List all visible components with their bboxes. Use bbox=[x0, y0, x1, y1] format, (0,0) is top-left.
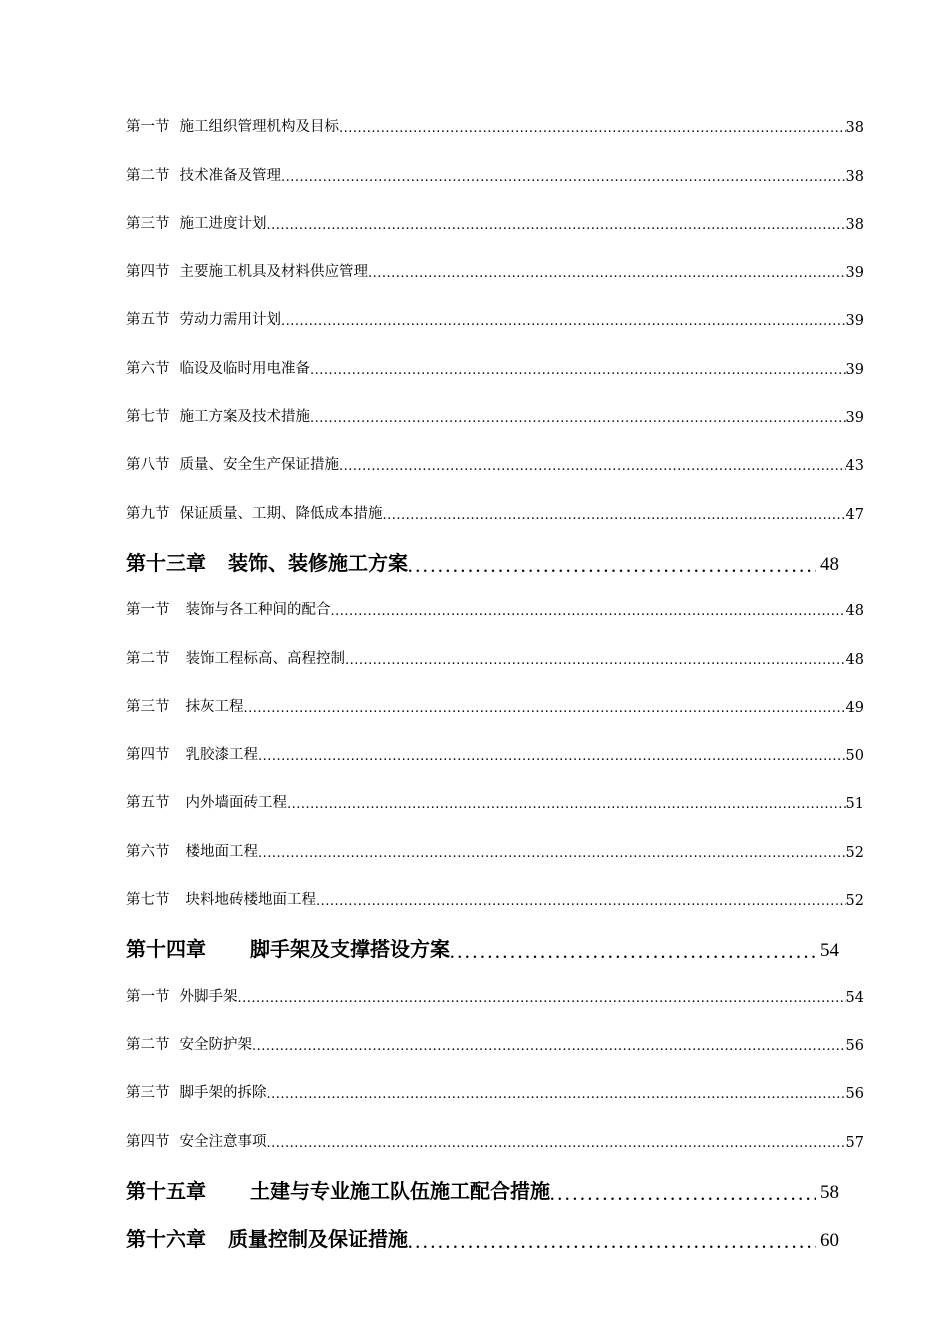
toc-entry-number: 第七节 bbox=[126, 409, 170, 426]
toc-entry-title: 施工进度计划 bbox=[179, 215, 267, 232]
toc-entry-label bbox=[126, 647, 345, 681]
toc-dot-leader bbox=[267, 1087, 846, 1115]
toc-entry-page: 56 bbox=[845, 1086, 864, 1103]
toc-entry-number: 第一节 bbox=[126, 988, 170, 1005]
toc-entry-section[interactable] bbox=[126, 391, 864, 439]
toc-entry-section[interactable] bbox=[126, 1067, 864, 1115]
toc-entry-page: 39 bbox=[845, 410, 864, 427]
toc-entry-section[interactable] bbox=[126, 439, 864, 487]
toc-entry-title: 主要施工机具及材料供应管理 bbox=[179, 264, 368, 281]
toc-entry-section[interactable] bbox=[126, 874, 864, 922]
toc-dot-leader bbox=[383, 508, 846, 536]
toc-entry-section[interactable] bbox=[126, 1019, 864, 1067]
toc-entry-label bbox=[126, 743, 258, 777]
toc-entry-chapter[interactable] bbox=[126, 1212, 864, 1260]
toc-entry-page: 50 bbox=[845, 748, 864, 765]
toc-entry-page: 60 bbox=[820, 1230, 839, 1252]
toc-entry-number: 第二节 bbox=[126, 650, 170, 667]
toc-entry-number: 第九节 bbox=[126, 505, 170, 522]
toc-dot-leader bbox=[310, 411, 846, 439]
toc-entry-page: 39 bbox=[845, 313, 864, 330]
toc-entry-number: 第十三章 bbox=[126, 550, 206, 575]
toc-entry-label bbox=[126, 1175, 550, 1212]
toc-entry-number: 第四节 bbox=[126, 264, 170, 281]
toc-dot-leader bbox=[408, 561, 816, 584]
toc-entry-page: 38 bbox=[845, 120, 864, 137]
toc-dot-leader bbox=[267, 218, 846, 246]
toc-entry-title: 安全防护架 bbox=[179, 1036, 252, 1053]
toc-dot-leader bbox=[252, 1039, 846, 1067]
toc-dot-leader bbox=[345, 653, 846, 681]
toc-entry-number: 第三节 bbox=[126, 215, 170, 232]
toc-entry-title: 施工组织管理机构及目标 bbox=[179, 119, 339, 136]
toc-entry-label bbox=[126, 888, 316, 922]
toc-entry-number: 第十四章 bbox=[126, 937, 206, 962]
toc-entry-label bbox=[126, 164, 281, 198]
toc-dot-leader bbox=[450, 947, 816, 970]
toc-entry-label bbox=[126, 453, 339, 487]
toc-entry-label bbox=[126, 260, 368, 294]
toc-entry-page: 58 bbox=[820, 1181, 839, 1203]
toc-entry-section[interactable] bbox=[126, 825, 864, 873]
toc-entry-title: 抹灰工程 bbox=[185, 698, 244, 715]
toc-dot-leader bbox=[281, 314, 846, 342]
toc-entry-title: 劳动力需用计划 bbox=[179, 312, 281, 329]
toc-dot-leader bbox=[339, 121, 846, 149]
toc-entry-page: 54 bbox=[845, 989, 864, 1006]
toc-entry-label bbox=[126, 695, 244, 729]
toc-entry-section[interactable] bbox=[126, 198, 864, 246]
toc-dot-leader bbox=[281, 170, 846, 198]
toc-entry-number: 第三节 bbox=[126, 1085, 170, 1102]
toc-dot-leader bbox=[368, 266, 846, 294]
toc-entry-chapter[interactable] bbox=[126, 1164, 864, 1212]
toc-entry-title: 安全注意事项 bbox=[179, 1133, 267, 1150]
toc-entry-label bbox=[126, 212, 267, 246]
toc-entry-section[interactable] bbox=[126, 632, 864, 680]
toc-entry-title: 脚手架及支撑搭设方案 bbox=[250, 937, 450, 962]
toc-entry-chapter[interactable] bbox=[126, 922, 864, 970]
toc-entry-label bbox=[126, 933, 450, 970]
toc-entry-title: 外脚手架 bbox=[179, 988, 238, 1005]
toc-entry-page: 57 bbox=[845, 1134, 864, 1151]
toc-entry-section[interactable] bbox=[126, 777, 864, 825]
toc-entry-section[interactable] bbox=[126, 487, 864, 535]
table-of-contents bbox=[126, 101, 864, 1260]
toc-dot-leader bbox=[550, 1189, 816, 1212]
toc-dot-leader bbox=[258, 846, 846, 874]
toc-dot-leader bbox=[408, 1237, 816, 1260]
toc-entry-label bbox=[126, 1081, 267, 1115]
toc-entry-title: 施工方案及技术措施 bbox=[179, 409, 310, 426]
toc-entry-label bbox=[126, 791, 287, 825]
toc-dot-leader bbox=[244, 701, 846, 729]
toc-entry-title: 内外墙面砖工程 bbox=[185, 795, 287, 812]
toc-entry-title: 保证质量、工期、降低成本措施 bbox=[179, 505, 383, 522]
toc-entry-title: 质量控制及保证措施 bbox=[228, 1227, 408, 1252]
toc-entry-page: 39 bbox=[845, 361, 864, 378]
toc-entry-number: 第一节 bbox=[126, 119, 170, 136]
toc-entry-number: 第四节 bbox=[126, 747, 170, 764]
toc-entry-title: 乳胶漆工程 bbox=[185, 747, 258, 764]
toc-entry-label bbox=[126, 405, 310, 439]
toc-dot-leader bbox=[267, 1136, 846, 1164]
toc-entry-page: 48 bbox=[845, 603, 864, 620]
toc-entry-label bbox=[126, 1223, 408, 1260]
toc-entry-section[interactable] bbox=[126, 1115, 864, 1163]
toc-entry-title: 装饰与各工种间的配合 bbox=[185, 602, 331, 619]
toc-entry-section[interactable] bbox=[126, 246, 864, 294]
toc-entry-number: 第五节 bbox=[126, 795, 170, 812]
toc-entry-label bbox=[126, 598, 331, 632]
toc-entry-title: 块料地砖楼地面工程 bbox=[185, 892, 316, 909]
toc-entry-page: 38 bbox=[845, 168, 864, 185]
toc-entry-title: 楼地面工程 bbox=[185, 843, 258, 860]
toc-entry-section[interactable] bbox=[126, 729, 864, 777]
toc-entry-page: 38 bbox=[845, 216, 864, 233]
toc-entry-number: 第三节 bbox=[126, 698, 170, 715]
toc-entry-page: 47 bbox=[845, 506, 864, 523]
toc-entry-page: 51 bbox=[845, 796, 864, 813]
toc-entry-chapter[interactable] bbox=[126, 536, 864, 584]
toc-entry-page: 52 bbox=[845, 893, 864, 910]
toc-entry-title: 土建与专业施工队伍施工配合措施 bbox=[250, 1178, 550, 1203]
toc-dot-leader bbox=[238, 991, 846, 1019]
toc-entry-page: 49 bbox=[845, 699, 864, 716]
toc-entry-number: 第四节 bbox=[126, 1133, 170, 1150]
toc-entry-label bbox=[126, 985, 238, 1019]
toc-entry-label bbox=[126, 502, 383, 536]
toc-entry-page: 54 bbox=[820, 940, 839, 962]
toc-entry-number: 第八节 bbox=[126, 457, 170, 474]
toc-entry-label bbox=[126, 840, 258, 874]
toc-entry-section[interactable] bbox=[126, 681, 864, 729]
toc-entry-number: 第六节 bbox=[126, 360, 170, 377]
toc-entry-label bbox=[126, 1130, 267, 1164]
toc-dot-leader bbox=[258, 749, 846, 777]
toc-entry-page: 48 bbox=[845, 651, 864, 668]
toc-entry-page: 48 bbox=[820, 553, 839, 575]
toc-entry-number: 第五节 bbox=[126, 312, 170, 329]
toc-entry-number: 第七节 bbox=[126, 892, 170, 909]
toc-entry-label bbox=[126, 357, 310, 391]
toc-entry-section[interactable] bbox=[126, 149, 864, 197]
toc-entry-title: 质量、安全生产保证措施 bbox=[179, 457, 339, 474]
toc-entry-section[interactable] bbox=[126, 294, 864, 342]
toc-entry-label bbox=[126, 1033, 252, 1067]
toc-entry-label bbox=[126, 115, 339, 149]
toc-entry-number: 第十六章 bbox=[126, 1227, 206, 1252]
toc-dot-leader bbox=[287, 797, 846, 825]
toc-entry-page: 56 bbox=[845, 1037, 864, 1054]
toc-entry-title: 装饰工程标高、高程控制 bbox=[185, 650, 345, 667]
toc-dot-leader bbox=[310, 363, 846, 391]
toc-entry-section[interactable] bbox=[126, 584, 864, 632]
toc-entry-page: 43 bbox=[845, 458, 864, 475]
toc-dot-leader bbox=[331, 604, 846, 632]
toc-entry-page: 52 bbox=[845, 844, 864, 861]
toc-entry-label bbox=[126, 308, 281, 342]
toc-entry-label bbox=[126, 547, 408, 584]
toc-entry-page: 39 bbox=[845, 265, 864, 282]
toc-entry-title: 脚手架的拆除 bbox=[179, 1085, 267, 1102]
toc-entry-number: 第二节 bbox=[126, 1036, 170, 1053]
toc-entry-number: 第六节 bbox=[126, 843, 170, 860]
toc-entry-section[interactable] bbox=[126, 970, 864, 1018]
toc-dot-leader bbox=[316, 894, 846, 922]
toc-entry-number: 第一节 bbox=[126, 602, 170, 619]
toc-dot-leader bbox=[339, 459, 846, 487]
toc-entry-title: 技术准备及管理 bbox=[179, 167, 281, 184]
toc-entry-title: 临设及临时用电准备 bbox=[179, 360, 310, 377]
toc-entry-title: 装饰、装修施工方案 bbox=[228, 550, 408, 575]
toc-entry-section[interactable] bbox=[126, 342, 864, 390]
toc-entry-number: 第二节 bbox=[126, 167, 170, 184]
toc-entry-section[interactable] bbox=[126, 101, 864, 149]
toc-entry-number: 第十五章 bbox=[126, 1178, 206, 1203]
